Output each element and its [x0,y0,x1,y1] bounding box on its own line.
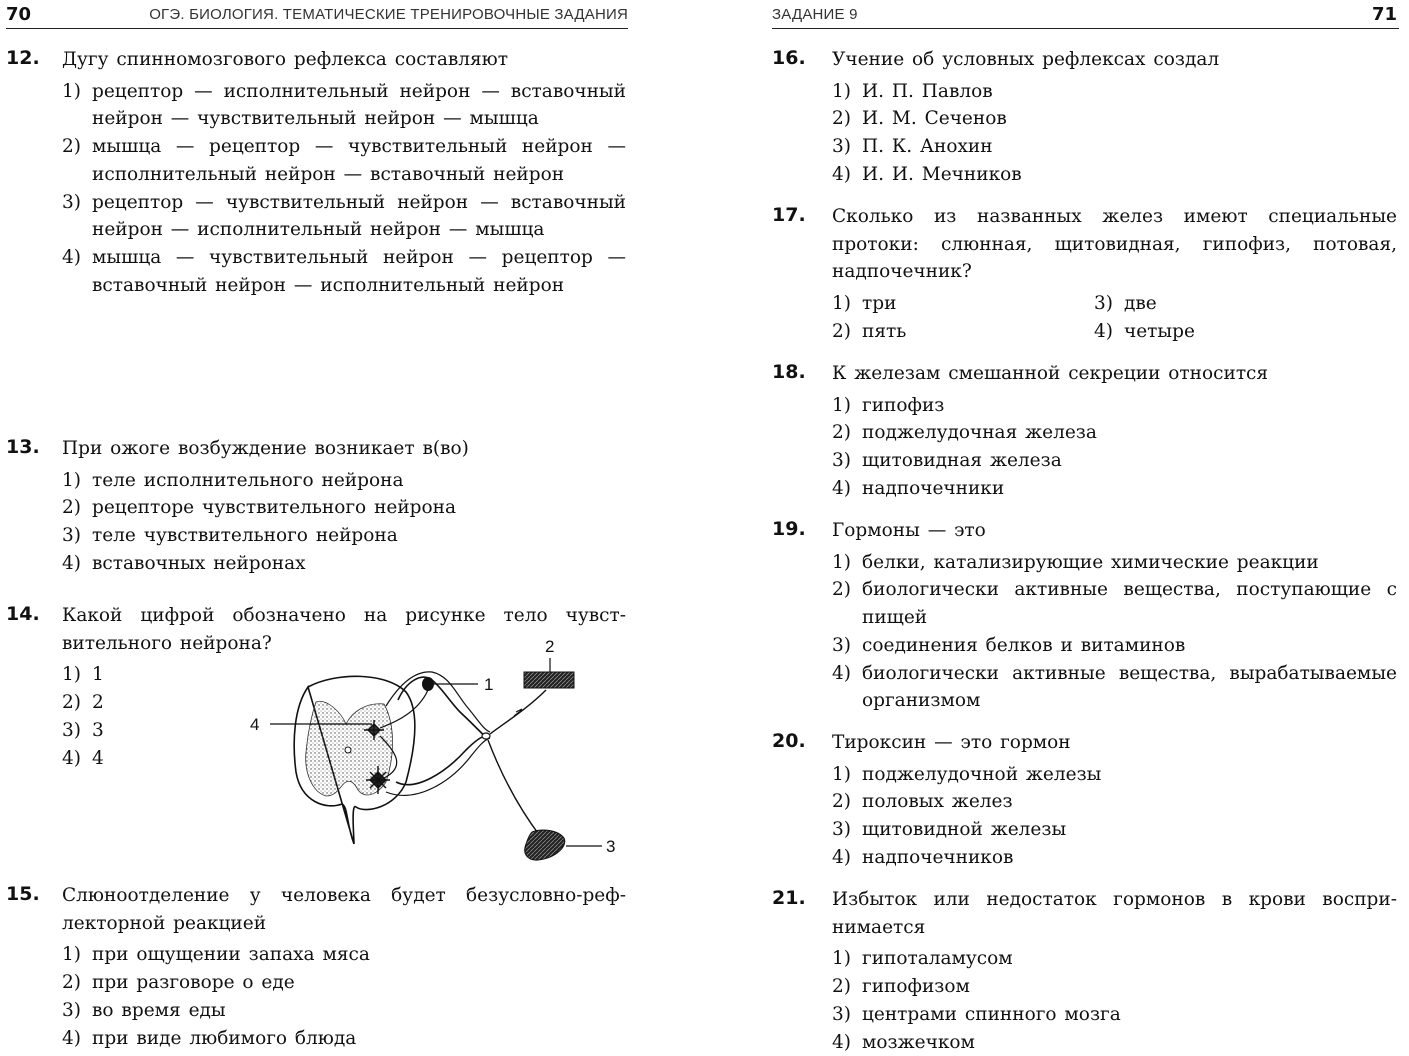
question-16 [832,46,1397,189]
answer-option[interactable]: 3) рецептор — чувствительный нейрон — вставочный нейрон — исполнительный нейрон — мышца [62,191,626,241]
answer-option[interactable]: 2) половых желез [832,791,1013,813]
question-text: Дугу спинномозгового рефлекса составляют [62,49,509,70]
question-text: При ожоге возбуждение возникает в(во) [62,438,469,459]
question-text: К железам смешанной секреции относится [832,363,1269,384]
question-number: 14. [6,603,40,625]
central-canal [345,747,351,753]
receptor-skin [524,672,574,688]
sensory-fibre [490,690,546,734]
page-number: 71 [1371,4,1397,25]
answer-option[interactable]: 2) мышца — рецептор — чувствительный нейрон — исполнительный нейрон — вставочный нейрон [62,136,626,185]
answer-option[interactable]: 3) соединения белков и витаминов [832,634,1186,656]
answer-option[interactable]: 2) поджелудочная железа [832,422,1097,444]
answer-option[interactable]: 3) две [1094,293,1157,315]
dorsal-root-outer [386,672,490,732]
answer-option[interactable]: 2) биологически активные вещества, поступающие с пищей [832,579,1397,629]
ventral-root [396,736,486,785]
answer-option[interactable]: 1) И. П. Павлов [832,80,993,102]
page-number: 70 [6,4,32,25]
question-text: Слюноотделение у человека будет безусловно-рефлекторной реакцией [62,885,626,934]
question-text: Какой цифрой обозначено на рисунке тело чувствительного нейрона? [62,605,626,654]
dorsal-root [398,677,486,737]
figure-label-4: 4 [250,715,260,734]
answer-option[interactable]: 4) при виде любимого блюда [62,1027,357,1049]
question-number: 21. [772,887,806,909]
answer-option[interactable]: 1) белки, катализирующие химические реакции [832,551,1319,573]
figure-label-3: 3 [606,837,616,856]
question-number: 19. [772,518,806,540]
answer-option[interactable]: 3) щитовидная железа [832,450,1062,472]
question-text: Учение об условных рефлексах создал [832,49,1220,70]
answer-option[interactable]: 3) 3 [62,719,104,741]
question-17 [832,203,1397,346]
answer-option[interactable]: 4) мышца — чувствительный нейрон — рецептор — вставочный нейрон — исполнительный нейрон [62,246,626,296]
answer-option[interactable]: 4) надпочечники [832,477,1005,499]
question-text: Гормоны — это [832,520,986,541]
right-page [768,0,1409,1056]
question-13 [62,435,626,578]
question-number: 17. [772,204,806,226]
spinal-reflex-diagram [246,632,626,868]
answer-option[interactable]: 1) теле исполнительного нейрона [62,469,404,491]
answer-option[interactable]: 1) рецептор — исполнительный нейрон — вставочный нейрон — чувствительный нейрон — мышца [62,80,626,130]
answer-option[interactable]: 1) при ощущении запаха мяса [62,944,370,966]
answer-option[interactable]: 4) И. И. Мечников [832,163,1022,185]
answer-option[interactable]: 2) пять [832,320,907,342]
running-title: ОГЭ. БИОЛОГИЯ. ТЕМАТИЧЕСКИЕ ТРЕНИРОВОЧНЫЕ ЗАДАНИЯ [149,6,628,23]
question-number: 20. [772,730,806,752]
answer-option[interactable]: 1) поджелудочной железы [832,763,1102,785]
answer-option[interactable]: 4) надпочечников [832,846,1014,868]
question-text: Тироксин — это гормон [832,732,1071,753]
question-text: Избыток или недостаток гормонов в крови воспринимается [832,889,1397,938]
figure-label-1: 1 [484,675,494,694]
answer-option[interactable]: 2) при разговоре о еде [62,972,295,994]
question-21 [832,886,1397,1056]
answer-option[interactable]: 4) биологически активные вещества, вырабатываемые организмом [832,662,1397,712]
question-number: 18. [772,361,806,383]
question-12 [62,46,626,299]
answer-option[interactable]: 2) И. М. Сеченов [832,108,1007,130]
answer-option[interactable]: 1) 1 [62,664,104,686]
answer-option[interactable]: 2) рецепторе чувствительного нейрона [62,497,457,519]
answer-option[interactable]: 3) теле чувствительного нейрона [62,525,398,547]
answer-option[interactable]: 2) 2 [62,692,104,714]
answer-option[interactable]: 3) во время еды [62,999,226,1021]
answer-option[interactable]: 4) 4 [62,747,104,769]
motor-fibre [488,740,540,836]
left-page [0,0,640,1056]
question-20 [832,729,1397,872]
question-number: 15. [6,883,40,905]
running-title: ЗАДАНИЕ 9 [772,6,858,23]
question-number: 16. [772,47,806,69]
reflex-arc-illustration [246,632,626,868]
answer-option[interactable]: 3) щитовидной железы [832,819,1067,841]
answer-option[interactable]: 2) гипофизом [832,976,970,998]
question-number: 13. [6,436,40,458]
question-text: Сколько из названных желез имеют специальные протоки: слюнная, щитовидная, гипофиз, потовая, надпочечник? [832,206,1397,283]
right-page-header [772,4,1399,29]
question-15 [62,882,626,1052]
answer-option[interactable]: 1) гипоталамусом [832,948,1013,970]
answer-option[interactable]: 4) вставочных нейронах [62,552,306,574]
answer-option[interactable]: 4) мозжечком [832,1031,975,1053]
answer-option[interactable]: 1) гипофиз [832,394,945,416]
answer-option[interactable]: 4) четыре [1094,320,1195,342]
answer-option[interactable]: 3) П. К. Анохин [832,136,993,158]
ventral-root-outer [386,738,490,795]
question-18 [832,360,1397,503]
left-page-header [6,4,628,29]
question-19 [832,517,1397,715]
figure-label-2: 2 [545,637,555,656]
answer-option[interactable]: 1) три [832,293,897,315]
answer-option[interactable]: 3) центрами спинного мозга [832,1003,1121,1025]
effector-muscle [525,830,565,860]
question-number: 12. [6,47,40,69]
